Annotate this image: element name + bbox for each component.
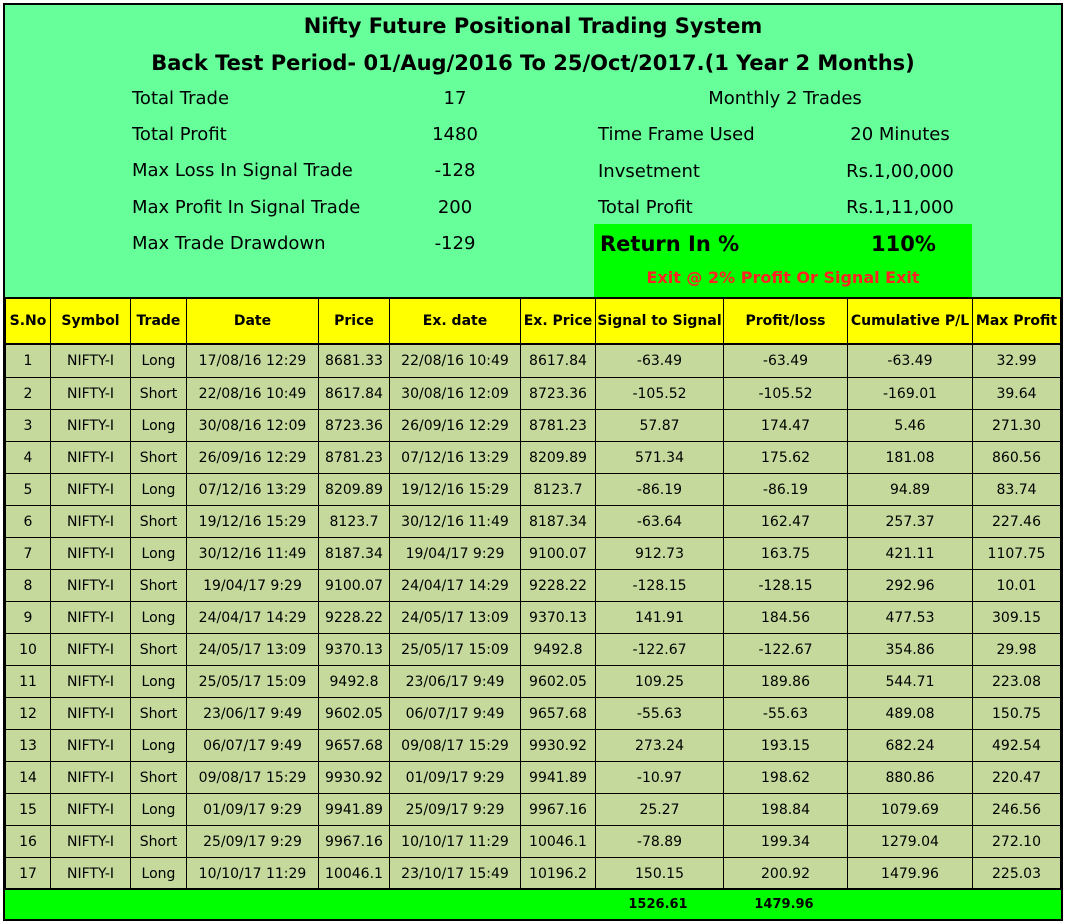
- column-header: Profit/loss: [724, 298, 848, 344]
- table-cell: 9228.22: [521, 570, 596, 602]
- table-cell: NIFTY-I: [51, 410, 131, 442]
- stat-value-max-loss: -128: [434, 160, 476, 181]
- table-cell: 8781.23: [521, 410, 596, 442]
- table-cell: 9602.05: [319, 698, 390, 730]
- exit-note: Exit @ 2% Profit Or Signal Exit: [646, 268, 920, 287]
- table-cell: 8123.7: [319, 506, 390, 538]
- table-row: [6, 442, 1061, 474]
- table-row: [6, 666, 1061, 698]
- table-cell: 1279.04: [848, 826, 973, 858]
- stat-label-max-profit: Max Profit In Signal Trade: [132, 197, 361, 218]
- table-cell: NIFTY-I: [51, 570, 131, 602]
- table-cell: 220.47: [973, 762, 1061, 794]
- table-cell: 162.47: [724, 506, 848, 538]
- table-row: [6, 410, 1061, 442]
- table-cell: NIFTY-I: [51, 730, 131, 762]
- stat-value-investment: Rs.1,00,000: [846, 161, 954, 182]
- stat-label-total-trade: Total Trade: [132, 88, 230, 109]
- table-cell: 07/12/16 13:29: [390, 442, 521, 474]
- table-cell: -10.97: [596, 762, 724, 794]
- table-cell: 12: [6, 698, 51, 730]
- table-cell: NIFTY-I: [51, 826, 131, 858]
- table-cell: 141.91: [596, 602, 724, 634]
- table-cell: 8: [6, 570, 51, 602]
- table-cell: -63.49: [724, 344, 848, 378]
- column-header: Date: [187, 298, 319, 344]
- table-cell: 9100.07: [521, 538, 596, 570]
- table-cell: 181.08: [848, 442, 973, 474]
- table-cell: 1079.69: [848, 794, 973, 826]
- table-cell: 4: [6, 442, 51, 474]
- table-cell: -86.19: [596, 474, 724, 506]
- table-cell: NIFTY-I: [51, 666, 131, 698]
- table-cell: 246.56: [973, 794, 1061, 826]
- table-cell: 30/08/16 12:09: [390, 378, 521, 410]
- table-cell: NIFTY-I: [51, 378, 131, 410]
- summary-panel: [5, 5, 1061, 297]
- table-row: [6, 698, 1061, 730]
- table-cell: 163.75: [724, 538, 848, 570]
- table-cell: NIFTY-I: [51, 538, 131, 570]
- return-value: 110%: [871, 232, 936, 256]
- table-cell: 17: [6, 858, 51, 890]
- table-cell: 01/09/17 9:29: [187, 794, 319, 826]
- table-cell: Long: [131, 794, 187, 826]
- table-cell: 32.99: [973, 344, 1061, 378]
- table-cell: -86.19: [724, 474, 848, 506]
- table-cell: 9967.16: [521, 794, 596, 826]
- table-cell: 24/05/17 13:09: [390, 602, 521, 634]
- table-cell: 24/04/17 14:29: [390, 570, 521, 602]
- table-cell: 9657.68: [521, 698, 596, 730]
- table-cell: 198.62: [724, 762, 848, 794]
- table-cell: 544.71: [848, 666, 973, 698]
- table-cell: 9370.13: [521, 602, 596, 634]
- table-cell: Long: [131, 344, 187, 378]
- table-cell: 272.10: [973, 826, 1061, 858]
- table-cell: 193.15: [724, 730, 848, 762]
- table-cell: 10046.1: [319, 858, 390, 890]
- table-cell: 30/12/16 11:49: [390, 506, 521, 538]
- table-cell: 200.92: [724, 858, 848, 890]
- table-cell: NIFTY-I: [51, 858, 131, 890]
- return-box: [594, 224, 972, 297]
- table-cell: 3: [6, 410, 51, 442]
- table-cell: 10/10/17 11:29: [390, 826, 521, 858]
- table-cell: 477.53: [848, 602, 973, 634]
- stat-value-time-frame: 20 Minutes: [850, 124, 950, 145]
- table-row: [6, 570, 1061, 602]
- table-cell: 2: [6, 378, 51, 410]
- table-cell: 1: [6, 344, 51, 378]
- table-row: [6, 506, 1061, 538]
- table-cell: 1479.96: [848, 858, 973, 890]
- table-cell: 9492.8: [319, 666, 390, 698]
- stat-label-investment: Invsetment: [598, 161, 700, 182]
- table-cell: 8723.36: [521, 378, 596, 410]
- table-cell: Long: [131, 474, 187, 506]
- table-cell: 9941.89: [521, 762, 596, 794]
- table-cell: 9228.22: [319, 602, 390, 634]
- table-cell: 19/04/17 9:29: [187, 570, 319, 602]
- table-cell: 17/08/16 12:29: [187, 344, 319, 378]
- table-cell: 8617.84: [521, 344, 596, 378]
- table-cell: 860.56: [973, 442, 1061, 474]
- table-cell: 10046.1: [521, 826, 596, 858]
- table-cell: 10196.2: [521, 858, 596, 890]
- table-cell: 26/09/16 12:29: [390, 410, 521, 442]
- table-cell: 9370.13: [319, 634, 390, 666]
- table-cell: 10: [6, 634, 51, 666]
- table-cell: 8681.33: [319, 344, 390, 378]
- table-cell: -122.67: [596, 634, 724, 666]
- table-cell: 09/08/17 15:29: [390, 730, 521, 762]
- table-cell: 57.87: [596, 410, 724, 442]
- table-cell: 273.24: [596, 730, 724, 762]
- table-cell: Short: [131, 826, 187, 858]
- table-cell: Short: [131, 634, 187, 666]
- table-cell: 489.08: [848, 698, 973, 730]
- table-cell: 14: [6, 762, 51, 794]
- table-cell: 22/08/16 10:49: [187, 378, 319, 410]
- table-cell: 19/04/17 9:29: [390, 538, 521, 570]
- table-cell: NIFTY-I: [51, 344, 131, 378]
- table-cell: NIFTY-I: [51, 506, 131, 538]
- table-cell: 682.24: [848, 730, 973, 762]
- stat-label-max-loss: Max Loss In Signal Trade: [132, 160, 353, 181]
- table-cell: NIFTY-I: [51, 442, 131, 474]
- table-cell: 9967.16: [319, 826, 390, 858]
- table-cell: 257.37: [848, 506, 973, 538]
- table-cell: 11: [6, 666, 51, 698]
- table-cell: Short: [131, 506, 187, 538]
- table-cell: 30/12/16 11:49: [187, 538, 319, 570]
- column-header: Symbol: [51, 298, 131, 344]
- table-cell: 26/09/16 12:29: [187, 442, 319, 474]
- table-row: [6, 826, 1061, 858]
- table-cell: 150.75: [973, 698, 1061, 730]
- table-cell: 492.54: [973, 730, 1061, 762]
- table-cell: 109.25: [596, 666, 724, 698]
- table-cell: 1107.75: [973, 538, 1061, 570]
- table-cell: 23/10/17 15:49: [390, 858, 521, 890]
- column-header: Trade: [131, 298, 187, 344]
- table-header-row: [6, 298, 1061, 344]
- stat-label-time-frame: Time Frame Used: [598, 124, 755, 145]
- table-cell: 94.89: [848, 474, 973, 506]
- stat-value-total-trade: 17: [443, 88, 467, 109]
- table-cell: NIFTY-I: [51, 762, 131, 794]
- table-cell: 9941.89: [319, 794, 390, 826]
- trades-table: [5, 297, 1061, 890]
- stat-value-total-profit: 1480: [432, 124, 478, 145]
- table-cell: Short: [131, 698, 187, 730]
- stat-label-max-drawdown: Max Trade Drawdown: [132, 233, 326, 254]
- table-cell: -63.49: [848, 344, 973, 378]
- table-cell: NIFTY-I: [51, 474, 131, 506]
- table-cell: 8187.34: [521, 506, 596, 538]
- table-cell: 06/07/17 9:49: [390, 698, 521, 730]
- table-row: [6, 730, 1061, 762]
- table-row: [6, 794, 1061, 826]
- table-cell: 07/12/16 13:29: [187, 474, 319, 506]
- table-row: [6, 378, 1061, 410]
- table-cell: 9602.05: [521, 666, 596, 698]
- table-cell: 175.62: [724, 442, 848, 474]
- table-cell: NIFTY-I: [51, 794, 131, 826]
- table-cell: -169.01: [848, 378, 973, 410]
- table-row: [6, 538, 1061, 570]
- table-cell: 25/05/17 15:09: [187, 666, 319, 698]
- table-cell: 01/09/17 9:29: [390, 762, 521, 794]
- table-cell: NIFTY-I: [51, 634, 131, 666]
- stat-label-total-profit-rs: Total Profit: [598, 197, 693, 218]
- table-cell: -63.64: [596, 506, 724, 538]
- table-cell: 571.34: [596, 442, 724, 474]
- table-cell: NIFTY-I: [51, 698, 131, 730]
- table-cell: 23/06/17 9:49: [390, 666, 521, 698]
- stat-value-max-drawdown: -129: [434, 233, 476, 254]
- total-profit-loss: 1479.96: [754, 897, 814, 912]
- table-cell: -122.67: [724, 634, 848, 666]
- table-cell: -128.15: [596, 570, 724, 602]
- column-header: Signal to Signal: [596, 298, 724, 344]
- column-header: Ex. date: [390, 298, 521, 344]
- table-cell: 271.30: [973, 410, 1061, 442]
- stat-label-total-profit: Total Profit: [132, 124, 227, 145]
- table-cell: 83.74: [973, 474, 1061, 506]
- table-cell: 198.84: [724, 794, 848, 826]
- table-cell: -78.89: [596, 826, 724, 858]
- table-cell: 8617.84: [319, 378, 390, 410]
- table-cell: 189.86: [724, 666, 848, 698]
- table-cell: Long: [131, 602, 187, 634]
- table-cell: 06/07/17 9:49: [187, 730, 319, 762]
- table-cell: 25/05/17 15:09: [390, 634, 521, 666]
- table-body: [6, 344, 1061, 890]
- table-cell: 8187.34: [319, 538, 390, 570]
- backtest-period: Back Test Period- 01/Aug/2016 To 25/Oct/2017.(1 Year 2 Months): [151, 51, 915, 75]
- table-row: [6, 602, 1061, 634]
- table-row: [6, 858, 1061, 890]
- trading-sheet: [3, 3, 1063, 921]
- table-cell: 8123.7: [521, 474, 596, 506]
- table-cell: 223.08: [973, 666, 1061, 698]
- table-cell: 912.73: [596, 538, 724, 570]
- table-cell: -128.15: [724, 570, 848, 602]
- table-cell: 25/09/17 9:29: [390, 794, 521, 826]
- table-cell: Long: [131, 730, 187, 762]
- table-cell: NIFTY-I: [51, 602, 131, 634]
- return-label: Return In %: [600, 232, 740, 256]
- table-cell: 6: [6, 506, 51, 538]
- table-cell: 8209.89: [521, 442, 596, 474]
- table-cell: -55.63: [724, 698, 848, 730]
- table-cell: 9100.07: [319, 570, 390, 602]
- table-cell: 174.47: [724, 410, 848, 442]
- table-cell: 29.98: [973, 634, 1061, 666]
- table-cell: -105.52: [596, 378, 724, 410]
- table-cell: 9492.8: [521, 634, 596, 666]
- table-cell: 199.34: [724, 826, 848, 858]
- table-cell: Short: [131, 378, 187, 410]
- table-cell: 10/10/17 11:29: [187, 858, 319, 890]
- table-cell: 23/06/17 9:49: [187, 698, 319, 730]
- table-cell: 309.15: [973, 602, 1061, 634]
- table-cell: -63.49: [596, 344, 724, 378]
- table-cell: Short: [131, 442, 187, 474]
- table-cell: 13: [6, 730, 51, 762]
- table-cell: 150.15: [596, 858, 724, 890]
- stat-value-total-profit-rs: Rs.1,11,000: [846, 197, 954, 218]
- table-cell: 24/04/17 14:29: [187, 602, 319, 634]
- table-cell: Long: [131, 666, 187, 698]
- table-cell: -105.52: [724, 378, 848, 410]
- column-header: Max Profit: [973, 298, 1061, 344]
- table-cell: 8723.36: [319, 410, 390, 442]
- column-header: S.No: [6, 298, 51, 344]
- table-cell: 19/12/16 15:29: [390, 474, 521, 506]
- table-cell: 184.56: [724, 602, 848, 634]
- table-cell: Long: [131, 538, 187, 570]
- table-cell: 5.46: [848, 410, 973, 442]
- table-row: [6, 762, 1061, 794]
- table-cell: -55.63: [596, 698, 724, 730]
- table-cell: 09/08/17 15:29: [187, 762, 319, 794]
- table-cell: 880.86: [848, 762, 973, 794]
- table-cell: Short: [131, 762, 187, 794]
- table-cell: 10.01: [973, 570, 1061, 602]
- table-cell: 25/09/17 9:29: [187, 826, 319, 858]
- table-cell: 25.27: [596, 794, 724, 826]
- monthly-trades: Monthly 2 Trades: [708, 88, 862, 109]
- table-cell: 8781.23: [319, 442, 390, 474]
- totals-bar: [5, 888, 1061, 919]
- table-cell: 7: [6, 538, 51, 570]
- table-cell: 24/05/17 13:09: [187, 634, 319, 666]
- table-row: [6, 474, 1061, 506]
- table-cell: 9930.92: [319, 762, 390, 794]
- total-signal-to-signal: 1526.61: [628, 897, 688, 912]
- page-title: Nifty Future Positional Trading System: [303, 14, 763, 38]
- table-cell: 22/08/16 10:49: [390, 344, 521, 378]
- table-cell: 227.46: [973, 506, 1061, 538]
- table-cell: 39.64: [973, 378, 1061, 410]
- stat-value-max-profit: 200: [437, 197, 473, 218]
- table-cell: Short: [131, 570, 187, 602]
- column-header: Cumulative P/L: [848, 298, 973, 344]
- table-cell: 15: [6, 794, 51, 826]
- table-cell: 9657.68: [319, 730, 390, 762]
- table-cell: 8209.89: [319, 474, 390, 506]
- column-header: Ex. Price: [521, 298, 596, 344]
- table-cell: 421.11: [848, 538, 973, 570]
- table-cell: 354.86: [848, 634, 973, 666]
- table-row: [6, 344, 1061, 378]
- table-cell: 5: [6, 474, 51, 506]
- table-cell: 30/08/16 12:09: [187, 410, 319, 442]
- table-row: [6, 634, 1061, 666]
- table-cell: 9930.92: [521, 730, 596, 762]
- table-cell: 16: [6, 826, 51, 858]
- table-cell: Long: [131, 858, 187, 890]
- table-cell: 225.03: [973, 858, 1061, 890]
- table-cell: 292.96: [848, 570, 973, 602]
- column-header: Price: [319, 298, 390, 344]
- table-cell: 9: [6, 602, 51, 634]
- table-cell: Long: [131, 410, 187, 442]
- table-cell: 19/12/16 15:29: [187, 506, 319, 538]
